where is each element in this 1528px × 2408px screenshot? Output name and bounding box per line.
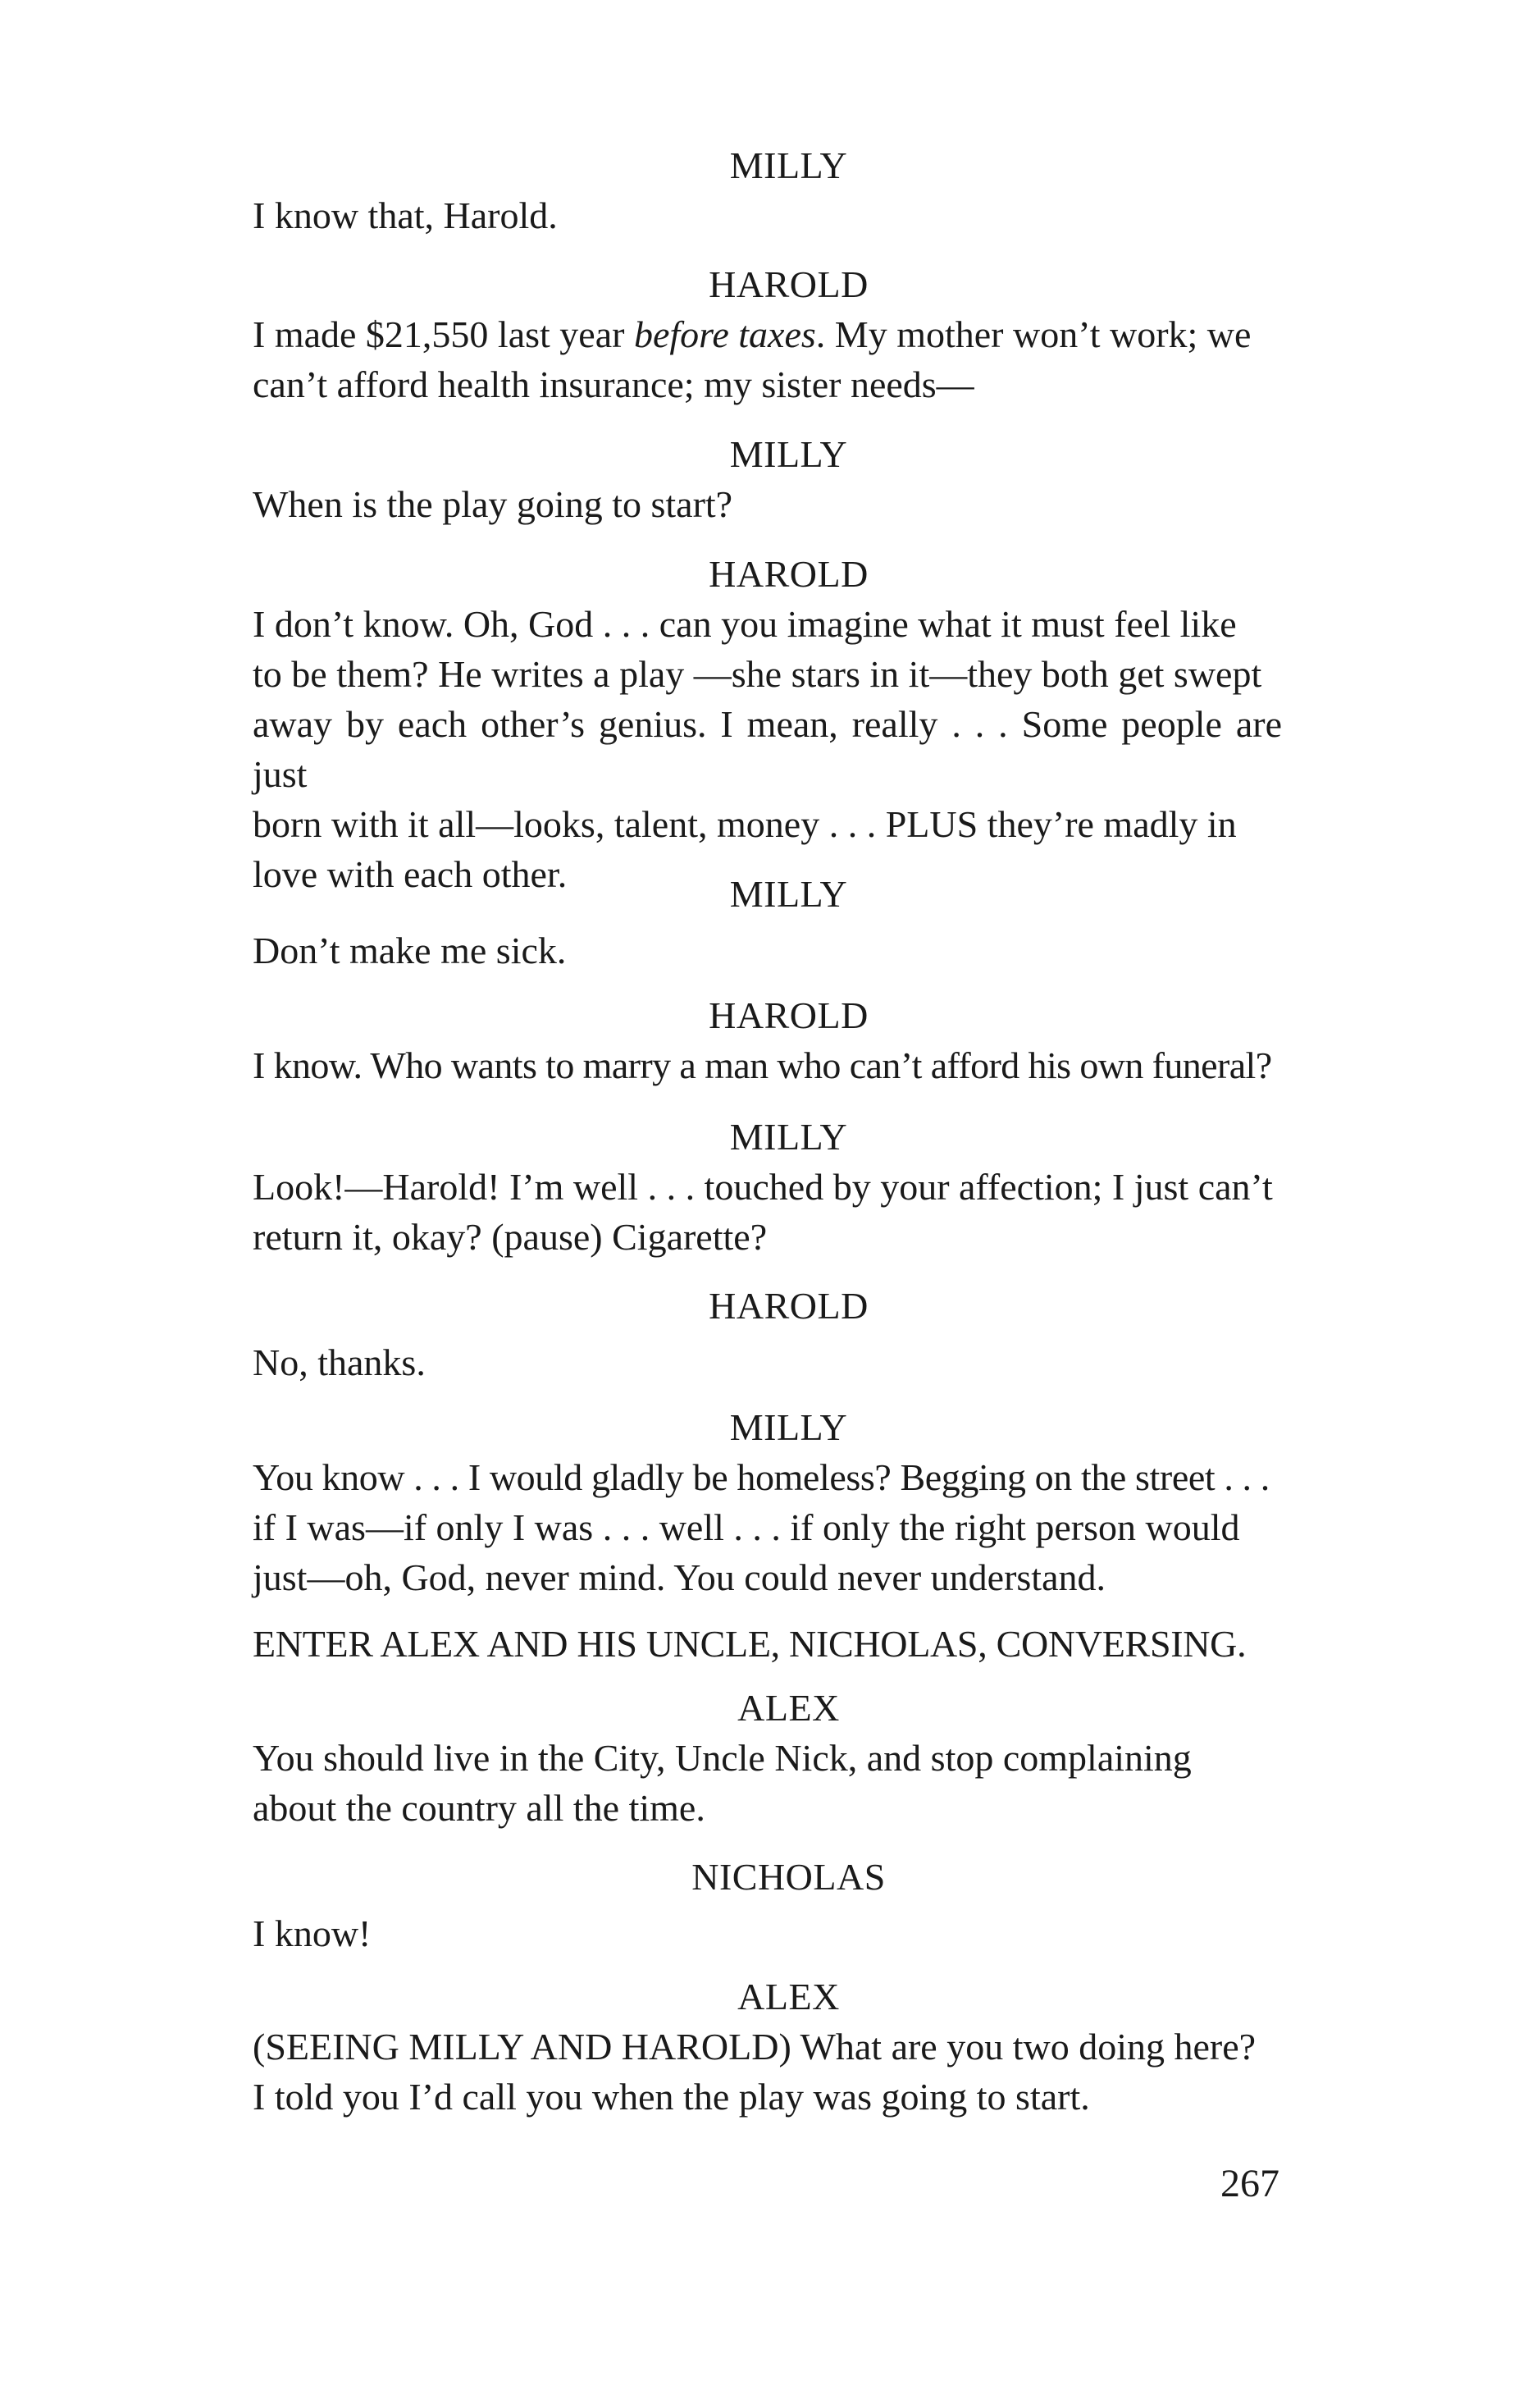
speaker-name: ALEX xyxy=(737,1976,840,2017)
dialogue-line: to be them? He writes a play —she stars in it—they both get swept xyxy=(253,653,1262,695)
dialogue-block xyxy=(253,141,1282,240)
speaker-name: HAROLD xyxy=(709,994,869,1036)
dialogue-line: When is the play going to start? xyxy=(253,483,733,525)
stage-direction: ENTER ALEX AND HIS UNCLE, NICHOLAS, CONVERSING. xyxy=(253,1623,1247,1665)
dialogue-block xyxy=(253,1403,1282,1602)
dialogue-line: about the country all the time. xyxy=(253,1787,705,1829)
speaker-name: NICHOLAS xyxy=(691,1856,886,1898)
speaker-name: HAROLD xyxy=(709,263,869,305)
dialogue-line: if I was—if only I was . . . well . . . if only the right person would xyxy=(253,1506,1240,1548)
dialogue-line: just—oh, God, never mind. You could never understand. xyxy=(253,1556,1106,1598)
dialogue-line: love with each other. xyxy=(253,853,568,895)
dialogue-line: You should live in the City, Uncle Nick, and stop complaining xyxy=(253,1737,1192,1779)
emphasized-text: before taxes xyxy=(633,313,816,355)
dialogue-block xyxy=(253,1684,1282,1833)
dialogue-block xyxy=(253,1282,1282,1387)
speaker-name: MILLY xyxy=(729,144,848,186)
dialogue-line: I know that, Harold. xyxy=(253,194,558,236)
dialogue-line-with-emphasis: I made $21,550 last year before taxes. My mother won’t work; we xyxy=(253,313,1252,355)
dialogue-block xyxy=(253,870,1282,976)
dialogue-line: I know. Who wants to marry a man who can’t afford his own funeral? xyxy=(253,1044,1272,1086)
dialogue-line: away by each other’s genius. I mean, really . . . Some people are just xyxy=(253,703,1282,795)
speaker-name: HAROLD xyxy=(709,1285,869,1327)
speaker-name: HAROLD xyxy=(709,553,869,595)
stage-direction-block xyxy=(253,1619,1282,1669)
dialogue-block xyxy=(253,1853,1282,1958)
speaker-name: MILLY xyxy=(729,1406,848,1448)
speaker-name: MILLY xyxy=(729,873,848,915)
dialogue-line: return it, okay? (pause) Cigarette? xyxy=(253,1216,768,1258)
dialogue-line: I told you I’d call you when the play was going to start. xyxy=(253,2076,1090,2118)
dialogue-block xyxy=(253,991,1282,1090)
speaker-name: MILLY xyxy=(729,1116,848,1158)
page-number: 267 xyxy=(1220,2162,1279,2205)
dialogue-line: No, thanks. xyxy=(253,1341,426,1383)
dialogue-line: I know! xyxy=(253,1912,372,1954)
speaker-name: MILLY xyxy=(729,433,848,475)
dialogue-line: can’t afford health insurance; my sister needs— xyxy=(253,363,974,405)
dialogue-block xyxy=(253,260,1282,409)
dialogue-line: I don’t know. Oh, God . . . can you imagine what it must feel like xyxy=(253,603,1237,645)
dialogue-block xyxy=(253,1972,1282,2122)
dialogue-line: Don’t make me sick. xyxy=(253,930,567,971)
dialogue-line: You know . . . I would gladly be homeless? Begging on the street . . . xyxy=(253,1456,1270,1498)
dialogue-block xyxy=(253,430,1282,529)
dialogue-line: (SEEING MILLY AND HAROLD) What are you two doing here? xyxy=(253,2026,1257,2068)
dialogue-line: Look!—Harold! I’m well . . . touched by your affection; I just can’t xyxy=(253,1166,1273,1208)
dialogue-block xyxy=(253,1113,1282,1262)
dialogue-block xyxy=(253,550,1282,899)
dialogue-line: born with it all—looks, talent, money . . . PLUS they’re madly in xyxy=(253,803,1237,845)
speaker-name: ALEX xyxy=(737,1687,840,1729)
